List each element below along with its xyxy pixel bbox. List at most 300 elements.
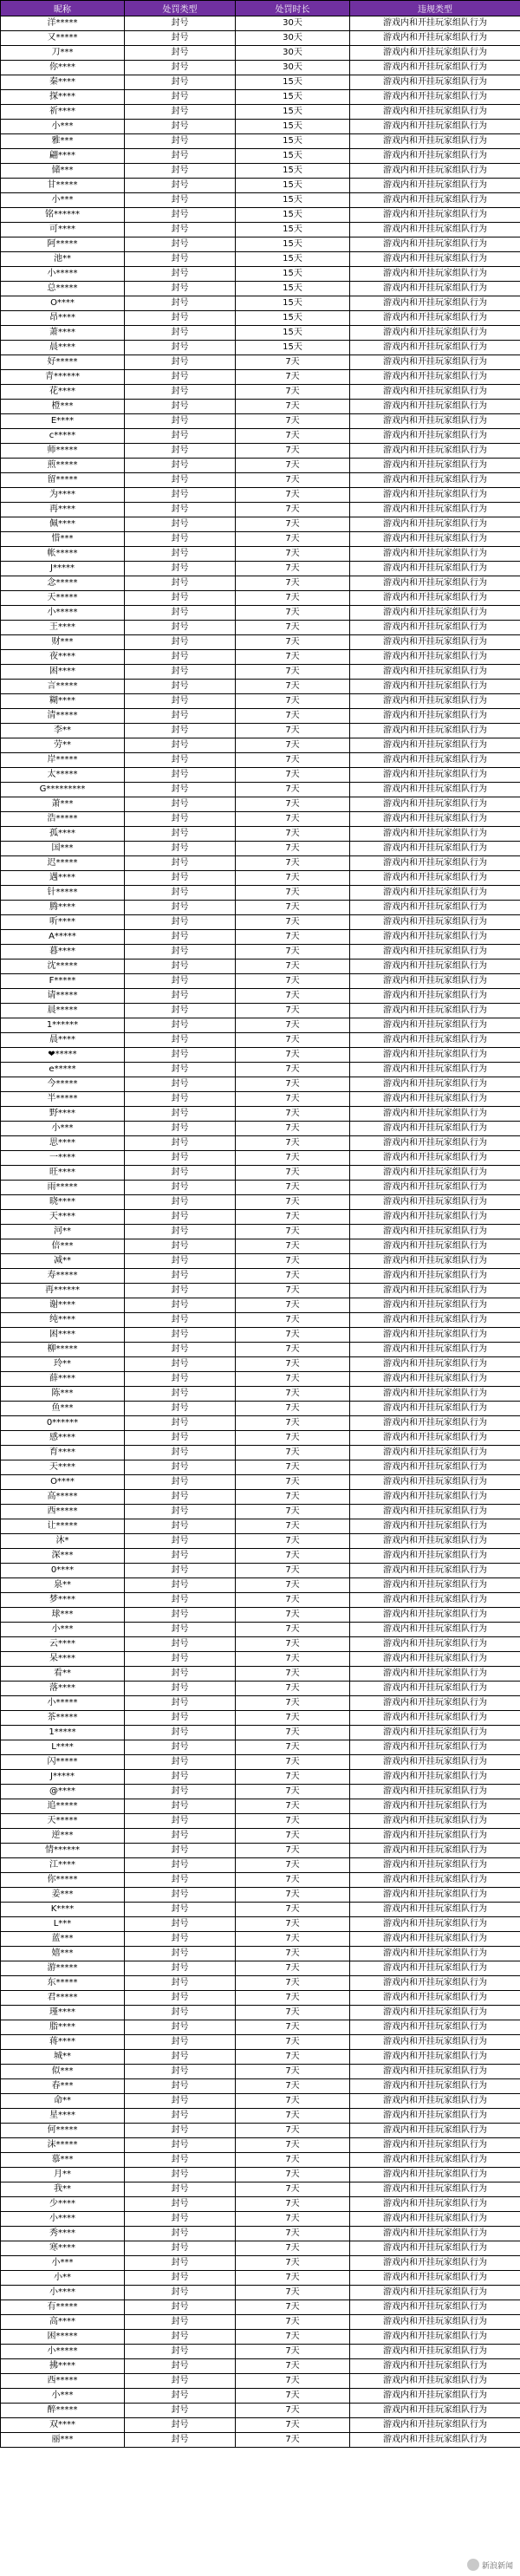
cell-nickname: 困**** (1, 1328, 125, 1343)
cell-penalty-type: 封号 (125, 1343, 236, 1357)
cell-penalty-type: 封号 (125, 1460, 236, 1475)
table-row (1, 1357, 520, 1372)
cell-penalty-type: 封号 (125, 1181, 236, 1195)
table-row (1, 2418, 520, 2433)
cell-violation-type: 游戏内和开挂玩家组队行为 (350, 930, 520, 945)
cell-penalty-duration: 15天 (236, 90, 350, 105)
table-row (1, 90, 520, 105)
cell-violation-type: 游戏内和开挂玩家组队行为 (350, 665, 520, 680)
cell-violation-type: 游戏内和开挂玩家组队行为 (350, 1431, 520, 1446)
cell-nickname: 醉***** (1, 2404, 125, 2418)
cell-violation-type: 游戏内和开挂玩家组队行为 (350, 2006, 520, 2020)
cell-penalty-duration: 7天 (236, 606, 350, 621)
cell-penalty-type: 封号 (125, 2345, 236, 2359)
cell-penalty-duration: 7天 (236, 1431, 350, 1446)
cell-penalty-type: 封号 (125, 1475, 236, 1490)
cell-nickname: 1***** (1, 1726, 125, 1740)
cell-penalty-type: 封号 (125, 444, 236, 459)
cell-violation-type: 游戏内和开挂玩家组队行为 (350, 1284, 520, 1298)
cell-penalty-duration: 15天 (236, 105, 350, 120)
cell-nickname: 减** (1, 1254, 125, 1269)
cell-penalty-type: 封号 (125, 547, 236, 562)
table-row (1, 2227, 520, 2241)
cell-penalty-duration: 7天 (236, 1357, 350, 1372)
cell-nickname: 洋***** (1, 16, 125, 31)
cell-nickname: 情****** (1, 1844, 125, 1858)
cell-violation-type: 游戏内和开挂玩家组队行为 (350, 2330, 520, 2345)
cell-penalty-type: 封号 (125, 635, 236, 650)
cell-nickname: 育**** (1, 1446, 125, 1460)
cell-penalty-duration: 7天 (236, 1799, 350, 1814)
cell-penalty-duration: 7天 (236, 1416, 350, 1431)
table-row (1, 105, 520, 120)
cell-penalty-type: 封号 (125, 2138, 236, 2153)
cell-penalty-type: 封号 (125, 2153, 236, 2168)
table-row (1, 1932, 520, 1947)
cell-penalty-duration: 15天 (236, 208, 350, 223)
cell-penalty-type: 封号 (125, 46, 236, 61)
cell-penalty-duration: 7天 (236, 915, 350, 930)
cell-nickname: 天***** (1, 1814, 125, 1829)
cell-nickname: 高***** (1, 1490, 125, 1505)
cell-nickname: 总***** (1, 282, 125, 296)
cell-violation-type: 游戏内和开挂玩家组队行为 (350, 915, 520, 930)
cell-penalty-type: 封号 (125, 1829, 236, 1844)
cell-penalty-type: 封号 (125, 370, 236, 385)
cell-violation-type: 游戏内和开挂玩家组队行为 (350, 61, 520, 75)
cell-violation-type: 游戏内和开挂玩家组队行为 (350, 532, 520, 547)
cell-nickname: 针***** (1, 886, 125, 901)
cell-nickname: 好***** (1, 355, 125, 370)
cell-penalty-type: 封号 (125, 31, 236, 46)
cell-penalty-duration: 15天 (236, 120, 350, 134)
cell-nickname: 春*** (1, 2079, 125, 2094)
cell-violation-type: 游戏内和开挂玩家组队行为 (350, 31, 520, 46)
cell-violation-type: 游戏内和开挂玩家组队行为 (350, 1667, 520, 1682)
cell-penalty-type: 封号 (125, 1210, 236, 1225)
cell-nickname: 我** (1, 2182, 125, 2197)
cell-penalty-duration: 7天 (236, 856, 350, 871)
cell-penalty-type: 封号 (125, 2182, 236, 2197)
cell-penalty-duration: 30天 (236, 16, 350, 31)
cell-penalty-duration: 7天 (236, 2197, 350, 2212)
cell-penalty-type: 封号 (125, 2404, 236, 2418)
cell-penalty-type: 封号 (125, 959, 236, 974)
table-row (1, 16, 520, 31)
cell-violation-type: 游戏内和开挂玩家组队行为 (350, 46, 520, 61)
cell-nickname: 花**** (1, 385, 125, 400)
cell-penalty-type: 封号 (125, 1932, 236, 1947)
cell-nickname: 腾**** (1, 901, 125, 915)
cell-nickname: 球*** (1, 1608, 125, 1623)
cell-penalty-duration: 7天 (236, 2109, 350, 2124)
cell-violation-type: 游戏内和开挂玩家组队行为 (350, 2065, 520, 2079)
cell-violation-type: 游戏内和开挂玩家组队行为 (350, 1136, 520, 1151)
cell-penalty-type: 封号 (125, 2227, 236, 2241)
table-row (1, 75, 520, 90)
cell-penalty-type: 封号 (125, 517, 236, 532)
cell-penalty-duration: 7天 (236, 1254, 350, 1269)
cell-violation-type: 游戏内和开挂玩家组队行为 (350, 547, 520, 562)
table-row (1, 2286, 520, 2300)
cell-penalty-duration: 15天 (236, 193, 350, 208)
cell-nickname: c***** (1, 429, 125, 444)
cell-penalty-type: 封号 (125, 1858, 236, 1873)
cell-nickname: 君***** (1, 1991, 125, 2006)
cell-penalty-duration: 7天 (236, 532, 350, 547)
cell-nickname: 沈***** (1, 959, 125, 974)
cell-penalty-duration: 7天 (236, 591, 350, 606)
cell-nickname: 李** (1, 724, 125, 738)
cell-violation-type: 游戏内和开挂玩家组队行为 (350, 1402, 520, 1416)
cell-penalty-duration: 7天 (236, 989, 350, 1004)
table-row (1, 355, 520, 370)
cell-penalty-type: 封号 (125, 1534, 236, 1549)
cell-violation-type: 游戏内和开挂玩家组队行为 (350, 1328, 520, 1343)
cell-penalty-type: 封号 (125, 120, 236, 134)
cell-nickname: 蒋**** (1, 2035, 125, 2050)
cell-nickname: 小*** (1, 2389, 125, 2404)
cell-penalty-duration: 7天 (236, 1239, 350, 1254)
cell-nickname: G********* (1, 783, 125, 797)
cell-penalty-type: 封号 (125, 576, 236, 591)
cell-penalty-type: 封号 (125, 1092, 236, 1107)
cell-violation-type: 游戏内和开挂玩家组队行为 (350, 1166, 520, 1181)
cell-nickname: 秀**** (1, 2227, 125, 2241)
cell-nickname: 一**** (1, 1151, 125, 1166)
cell-penalty-type: 封号 (125, 1446, 236, 1460)
table-row (1, 1785, 520, 1799)
cell-penalty-duration: 7天 (236, 2227, 350, 2241)
cell-penalty-type: 封号 (125, 179, 236, 193)
cell-penalty-type: 封号 (125, 1387, 236, 1402)
cell-nickname: 河** (1, 1225, 125, 1239)
cell-nickname: 拂**** (1, 2359, 125, 2374)
cell-penalty-duration: 7天 (236, 1372, 350, 1387)
table-row (1, 665, 520, 680)
table-row (1, 856, 520, 871)
cell-nickname: 茶***** (1, 1711, 125, 1726)
cell-penalty-type: 封号 (125, 1431, 236, 1446)
cell-nickname: 沐* (1, 1534, 125, 1549)
cell-penalty-type: 封号 (125, 90, 236, 105)
cell-penalty-duration: 7天 (236, 1844, 350, 1858)
table-row (1, 1873, 520, 1888)
cell-violation-type: 游戏内和开挂玩家组队行为 (350, 1298, 520, 1313)
cell-violation-type: 游戏内和开挂玩家组队行为 (350, 2138, 520, 2153)
cell-penalty-type: 封号 (125, 2094, 236, 2109)
table-row (1, 2300, 520, 2315)
cell-nickname: 嬉*** (1, 1947, 125, 1961)
cell-penalty-type: 封号 (125, 2050, 236, 2065)
cell-penalty-duration: 7天 (236, 2271, 350, 2286)
cell-penalty-type: 封号 (125, 193, 236, 208)
cell-penalty-type: 封号 (125, 1608, 236, 1623)
cell-violation-type: 游戏内和开挂玩家组队行为 (350, 1755, 520, 1770)
cell-violation-type: 游戏内和开挂玩家组队行为 (350, 311, 520, 326)
cell-penalty-duration: 7天 (236, 1947, 350, 1961)
cell-penalty-duration: 7天 (236, 1475, 350, 1490)
table-row (1, 1534, 520, 1549)
cell-penalty-type: 封号 (125, 2020, 236, 2035)
cell-penalty-duration: 7天 (236, 2094, 350, 2109)
cell-penalty-duration: 7天 (236, 2138, 350, 2153)
table-row (1, 267, 520, 282)
cell-violation-type: 游戏内和开挂玩家组队行为 (350, 1018, 520, 1033)
cell-penalty-duration: 7天 (236, 2212, 350, 2227)
cell-nickname: 萧*** (1, 797, 125, 812)
table-row (1, 1431, 520, 1446)
cell-violation-type: 游戏内和开挂玩家组队行为 (350, 1740, 520, 1755)
table-row (1, 2138, 520, 2153)
cell-violation-type: 游戏内和开挂玩家组队行为 (350, 16, 520, 31)
cell-penalty-duration: 7天 (236, 1534, 350, 1549)
table-row (1, 621, 520, 635)
cell-violation-type: 游戏内和开挂玩家组队行为 (350, 856, 520, 871)
cell-penalty-duration: 7天 (236, 1726, 350, 1740)
cell-nickname: 玲** (1, 1357, 125, 1372)
cell-penalty-duration: 7天 (236, 1858, 350, 1873)
table-row (1, 1298, 520, 1313)
cell-violation-type: 游戏内和开挂玩家组队行为 (350, 1151, 520, 1166)
cell-violation-type: 游戏内和开挂玩家组队行为 (350, 1239, 520, 1254)
cell-nickname: 青****** (1, 370, 125, 385)
cell-nickname: 姜*** (1, 1888, 125, 1903)
table-row (1, 459, 520, 473)
cell-penalty-duration: 7天 (236, 871, 350, 886)
table-row (1, 414, 520, 429)
table-row (1, 252, 520, 267)
cell-violation-type: 游戏内和开挂玩家组队行为 (350, 517, 520, 532)
cell-penalty-duration: 7天 (236, 2035, 350, 2050)
table-row (1, 1726, 520, 1740)
cell-penalty-duration: 7天 (236, 621, 350, 635)
cell-nickname: 雅*** (1, 134, 125, 149)
cell-violation-type: 游戏内和开挂玩家组队行为 (350, 738, 520, 753)
cell-penalty-duration: 7天 (236, 503, 350, 517)
table-row (1, 562, 520, 576)
cell-violation-type: 游戏内和开挂玩家组队行为 (350, 1107, 520, 1122)
cell-penalty-duration: 7天 (236, 2286, 350, 2300)
cell-nickname: 0**** (1, 1564, 125, 1578)
cell-nickname: 旺**** (1, 1166, 125, 1181)
cell-violation-type: 游戏内和开挂玩家组队行为 (350, 1387, 520, 1402)
cell-penalty-type: 封号 (125, 2418, 236, 2433)
cell-violation-type: 游戏内和开挂玩家组队行为 (350, 901, 520, 915)
cell-violation-type: 游戏内和开挂玩家组队行为 (350, 134, 520, 149)
cell-penalty-duration: 7天 (236, 1564, 350, 1578)
cell-penalty-type: 封号 (125, 1225, 236, 1239)
cell-penalty-duration: 7天 (236, 680, 350, 694)
cell-penalty-type: 封号 (125, 1048, 236, 1063)
cell-penalty-duration: 7天 (236, 2124, 350, 2138)
cell-nickname: 夜**** (1, 650, 125, 665)
cell-penalty-duration: 7天 (236, 355, 350, 370)
table-row (1, 709, 520, 724)
cell-penalty-duration: 7天 (236, 2404, 350, 2418)
cell-violation-type: 游戏内和开挂玩家组队行为 (350, 1343, 520, 1357)
cell-nickname: 昂**** (1, 311, 125, 326)
table-row (1, 1814, 520, 1829)
cell-violation-type: 游戏内和开挂玩家组队行为 (350, 1077, 520, 1092)
cell-nickname: 深*** (1, 1549, 125, 1564)
cell-penalty-duration: 7天 (236, 370, 350, 385)
cell-nickname: 少**** (1, 2197, 125, 2212)
cell-violation-type: 游戏内和开挂玩家组队行为 (350, 842, 520, 856)
cell-nickname: 晨***** (1, 1004, 125, 1018)
table-row (1, 532, 520, 547)
cell-nickname: 浩***** (1, 812, 125, 827)
cell-penalty-type: 封号 (125, 1785, 236, 1799)
cell-nickname: 糊**** (1, 694, 125, 709)
cell-violation-type: 游戏内和开挂玩家组队行为 (350, 650, 520, 665)
cell-violation-type: 游戏内和开挂玩家组队行为 (350, 1254, 520, 1269)
cell-nickname: 小***** (1, 606, 125, 621)
table-row (1, 1711, 520, 1726)
table-row (1, 1652, 520, 1667)
cell-penalty-duration: 15天 (236, 311, 350, 326)
cell-violation-type: 游戏内和开挂玩家组队行为 (350, 370, 520, 385)
table-row (1, 1004, 520, 1018)
table-row (1, 1092, 520, 1107)
table-row (1, 650, 520, 665)
table-row (1, 871, 520, 886)
cell-violation-type: 游戏内和开挂玩家组队行为 (350, 1976, 520, 1991)
cell-violation-type: 游戏内和开挂玩家组队行为 (350, 724, 520, 738)
cell-nickname: J***** (1, 1770, 125, 1785)
cell-nickname: 城** (1, 2050, 125, 2065)
table-row (1, 2050, 520, 2065)
cell-violation-type: 游戏内和开挂玩家组队行为 (350, 2418, 520, 2433)
cell-nickname: 瑾**** (1, 2006, 125, 2020)
cell-penalty-duration: 7天 (236, 1063, 350, 1077)
cell-nickname: 师***** (1, 444, 125, 459)
table-row (1, 2182, 520, 2197)
table-row (1, 2094, 520, 2109)
cell-violation-type: 游戏内和开挂玩家组队行为 (350, 90, 520, 105)
cell-penalty-duration: 7天 (236, 2241, 350, 2256)
cell-penalty-duration: 7天 (236, 1298, 350, 1313)
table-row (1, 724, 520, 738)
table-row (1, 1549, 520, 1564)
table-row (1, 444, 520, 459)
cell-penalty-type: 封号 (125, 1667, 236, 1682)
table-row (1, 576, 520, 591)
cell-nickname: 萧**** (1, 326, 125, 341)
table-row (1, 1416, 520, 1431)
cell-penalty-type: 封号 (125, 974, 236, 989)
cell-nickname: 清***** (1, 709, 125, 724)
cell-penalty-duration: 30天 (236, 31, 350, 46)
cell-penalty-duration: 7天 (236, 1682, 350, 1696)
cell-nickname: 小**** (1, 2286, 125, 2300)
cell-violation-type: 游戏内和开挂玩家组队行为 (350, 1682, 520, 1696)
cell-penalty-type: 封号 (125, 1740, 236, 1755)
cell-nickname: 小** (1, 2271, 125, 2286)
cell-penalty-duration: 7天 (236, 2182, 350, 2197)
cell-nickname: 又***** (1, 31, 125, 46)
cell-nickname: 闪***** (1, 1755, 125, 1770)
cell-penalty-duration: 7天 (236, 1490, 350, 1505)
cell-penalty-type: 封号 (125, 2330, 236, 2345)
cell-violation-type: 游戏内和开挂玩家组队行为 (350, 2094, 520, 2109)
cell-nickname: 寒**** (1, 2241, 125, 2256)
table-row (1, 517, 520, 532)
cell-penalty-type: 封号 (125, 827, 236, 842)
cell-penalty-type: 封号 (125, 2286, 236, 2300)
cell-penalty-duration: 15天 (236, 179, 350, 193)
cell-violation-type: 游戏内和开挂玩家组队行为 (350, 414, 520, 429)
table-row (1, 1018, 520, 1033)
cell-penalty-type: 封号 (125, 267, 236, 282)
cell-penalty-type: 封号 (125, 871, 236, 886)
cell-nickname: 小*** (1, 120, 125, 134)
table-row (1, 1578, 520, 1593)
cell-penalty-duration: 15天 (236, 237, 350, 252)
cell-penalty-duration: 7天 (236, 1122, 350, 1136)
table-row (1, 1490, 520, 1505)
cell-nickname: 东***** (1, 1976, 125, 1991)
cell-nickname: K**** (1, 1903, 125, 1917)
table-row (1, 61, 520, 75)
cell-penalty-duration: 7天 (236, 1018, 350, 1033)
cell-violation-type: 游戏内和开挂玩家组队行为 (350, 2300, 520, 2315)
cell-penalty-duration: 7天 (236, 783, 350, 797)
table-row (1, 1254, 520, 1269)
cell-penalty-type: 封号 (125, 1696, 236, 1711)
table-row (1, 46, 520, 61)
cell-penalty-duration: 7天 (236, 738, 350, 753)
cell-nickname: 何***** (1, 2124, 125, 2138)
cell-violation-type: 游戏内和开挂玩家组队行为 (350, 2345, 520, 2359)
cell-violation-type: 游戏内和开挂玩家组队行为 (350, 1578, 520, 1593)
cell-violation-type: 游戏内和开挂玩家组队行为 (350, 2182, 520, 2197)
cell-penalty-type: 封号 (125, 1195, 236, 1210)
table-row (1, 31, 520, 46)
cell-nickname: 慕*** (1, 2153, 125, 2168)
cell-penalty-type: 封号 (125, 2256, 236, 2271)
cell-nickname: 沫***** (1, 2138, 125, 2153)
cell-nickname: 岸***** (1, 753, 125, 768)
cell-violation-type: 游戏内和开挂玩家组队行为 (350, 827, 520, 842)
table-row (1, 1976, 520, 1991)
table-row (1, 1991, 520, 2006)
cell-penalty-duration: 7天 (236, 2389, 350, 2404)
cell-penalty-type: 封号 (125, 1844, 236, 1858)
cell-penalty-type: 封号 (125, 2212, 236, 2227)
cell-violation-type: 游戏内和开挂玩家组队行为 (350, 562, 520, 576)
cell-penalty-type: 封号 (125, 2359, 236, 2374)
cell-penalty-type: 封号 (125, 621, 236, 635)
table-row (1, 797, 520, 812)
cell-violation-type: 游戏内和开挂玩家组队行为 (350, 974, 520, 989)
cell-violation-type: 游戏内和开挂玩家组队行为 (350, 709, 520, 724)
cell-violation-type: 游戏内和开挂玩家组队行为 (350, 576, 520, 591)
cell-penalty-duration: 7天 (236, 1888, 350, 1903)
cell-nickname: 江**** (1, 1858, 125, 1873)
cell-violation-type: 游戏内和开挂玩家组队行为 (350, 75, 520, 90)
table-row (1, 120, 520, 134)
cell-penalty-type: 封号 (125, 768, 236, 783)
table-row (1, 1682, 520, 1696)
cell-penalty-duration: 7天 (236, 1402, 350, 1416)
cell-penalty-duration: 7天 (236, 1740, 350, 1755)
table-row (1, 2345, 520, 2359)
watermark-text: 新浪新闻 (481, 2561, 513, 2571)
cell-penalty-type: 封号 (125, 2065, 236, 2079)
cell-penalty-type: 封号 (125, 1284, 236, 1298)
cell-penalty-type: 封号 (125, 1519, 236, 1534)
